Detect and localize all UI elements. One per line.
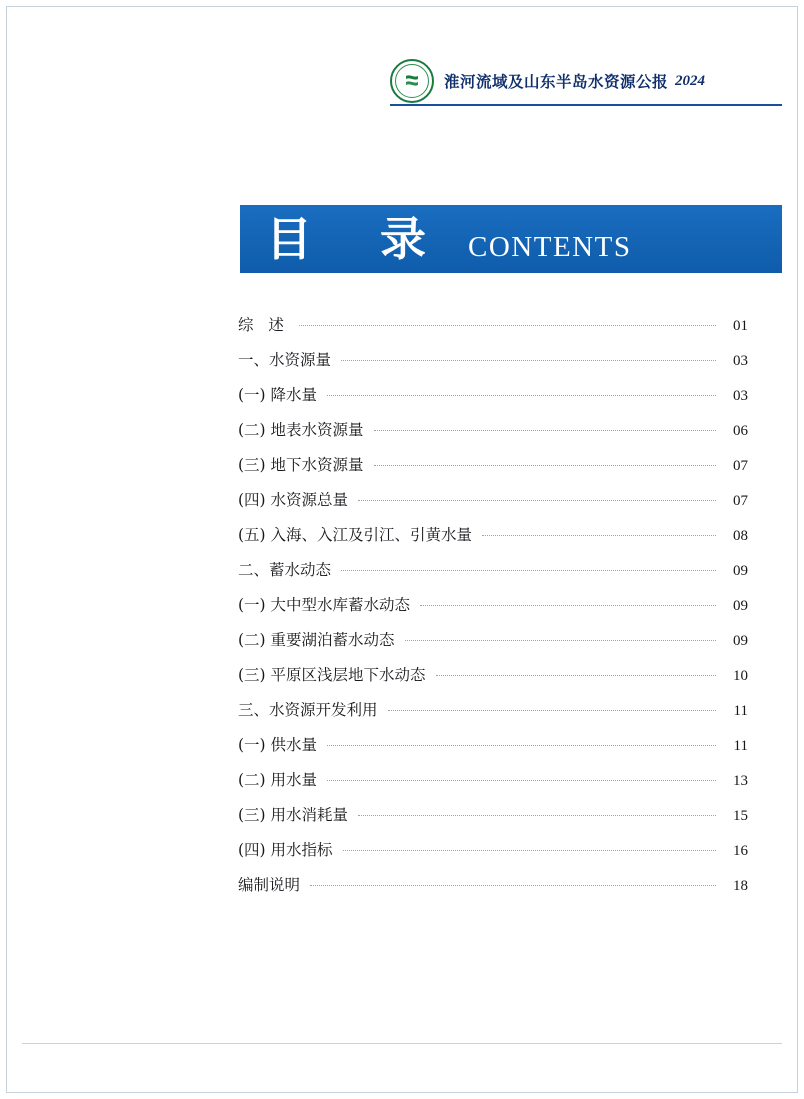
toc-entry[interactable]	[238, 768, 748, 803]
toc-leader-dots	[343, 850, 716, 851]
toc-leader-dots	[436, 675, 716, 676]
toc-entry-label: 一、水资源量	[238, 351, 332, 369]
toc-leader-dots	[358, 815, 716, 816]
toc-entry-page: 09	[733, 598, 748, 614]
toc-leader-dots	[327, 780, 716, 781]
toc-entry[interactable]	[238, 873, 748, 908]
water-resources-emblem-icon	[390, 59, 434, 103]
toc-entry-label: (一) 大中型水库蓄水动态	[238, 596, 411, 614]
toc-entry[interactable]	[238, 733, 748, 768]
header-divider	[390, 104, 782, 106]
toc-entry-page: 01	[733, 318, 748, 334]
toc-entry-page: 03	[733, 388, 748, 404]
toc-entry-page: 03	[733, 353, 748, 369]
toc-entry-label: (四) 水资源总量	[238, 491, 349, 509]
toc-leader-dots	[299, 325, 716, 326]
toc-entry[interactable]	[238, 453, 748, 488]
header-title: 淮河流域及山东半岛水资源公报	[444, 73, 669, 91]
toc-leader-dots	[358, 500, 716, 501]
toc-entry-page: 16	[733, 843, 748, 859]
toc-leader-dots	[341, 360, 716, 361]
toc-entry[interactable]	[238, 663, 748, 698]
toc-entry-label: (四) 用水指标	[238, 841, 333, 859]
toc-entry-label: (三) 用水消耗量	[238, 806, 349, 824]
emblem-inner-ring	[395, 64, 429, 98]
toc-entry[interactable]	[238, 558, 748, 593]
toc-entry-label: (五) 入海、入江及引江、引黄水量	[238, 526, 473, 544]
footer-divider	[22, 1043, 782, 1044]
toc-entry-label: (三) 地下水资源量	[238, 456, 364, 474]
toc-entry[interactable]	[238, 838, 748, 873]
toc-entry[interactable]	[238, 523, 748, 558]
toc-entry-page: 09	[733, 563, 748, 579]
toc-leader-dots	[482, 535, 716, 536]
toc-entry-label: 二、蓄水动态	[238, 561, 332, 579]
toc-entry-page: 06	[733, 423, 748, 439]
toc-leader-dots	[374, 430, 716, 431]
toc-leader-dots	[310, 885, 716, 886]
toc-leader-dots	[420, 605, 716, 606]
toc-leader-dots	[327, 395, 716, 396]
toc-entry[interactable]	[238, 383, 748, 418]
contents-title-en: CONTENTS	[468, 230, 632, 263]
toc-entry-label: (二) 重要湖泊蓄水动态	[238, 631, 395, 649]
toc-entry-page: 11	[733, 738, 748, 754]
toc-entry-page: 07	[733, 493, 748, 509]
toc-entry-page: 11	[733, 703, 748, 719]
table-of-contents	[238, 313, 748, 908]
toc-entry-label: 综 述	[238, 316, 289, 334]
toc-entry[interactable]	[238, 313, 748, 348]
toc-entry-page: 07	[733, 458, 748, 474]
toc-entry-page: 13	[733, 773, 748, 789]
toc-entry[interactable]	[238, 698, 748, 733]
header-year: 2024	[675, 72, 706, 89]
toc-entry-page: 18	[733, 878, 748, 894]
toc-leader-dots	[327, 745, 716, 746]
toc-entry-page: 09	[733, 633, 748, 649]
toc-entry-page: 08	[733, 528, 748, 544]
toc-entry-page: 15	[733, 808, 748, 824]
toc-leader-dots	[341, 570, 716, 571]
toc-entry[interactable]	[238, 628, 748, 663]
toc-entry-page: 10	[733, 668, 748, 684]
toc-entry-label: (二) 用水量	[238, 771, 318, 789]
document-header	[390, 58, 780, 104]
toc-entry[interactable]	[238, 348, 748, 383]
toc-entry[interactable]	[238, 593, 748, 628]
toc-entry-label: (二) 地表水资源量	[238, 421, 364, 439]
toc-entry[interactable]	[238, 803, 748, 838]
toc-leader-dots	[388, 710, 716, 711]
toc-entry-label: 编制说明	[238, 876, 301, 894]
contents-title-band	[240, 205, 782, 273]
toc-entry[interactable]	[238, 488, 748, 523]
contents-title-cn: 目 录	[266, 212, 453, 266]
toc-leader-dots	[374, 465, 716, 466]
toc-entry-label: (三) 平原区浅层地下水动态	[238, 666, 426, 684]
toc-leader-dots	[405, 640, 716, 641]
toc-entry-label: 三、水资源开发利用	[238, 701, 378, 719]
toc-entry[interactable]	[238, 418, 748, 453]
toc-entry-label: (一) 供水量	[238, 736, 318, 754]
toc-entry-label: (一) 降水量	[238, 386, 318, 404]
